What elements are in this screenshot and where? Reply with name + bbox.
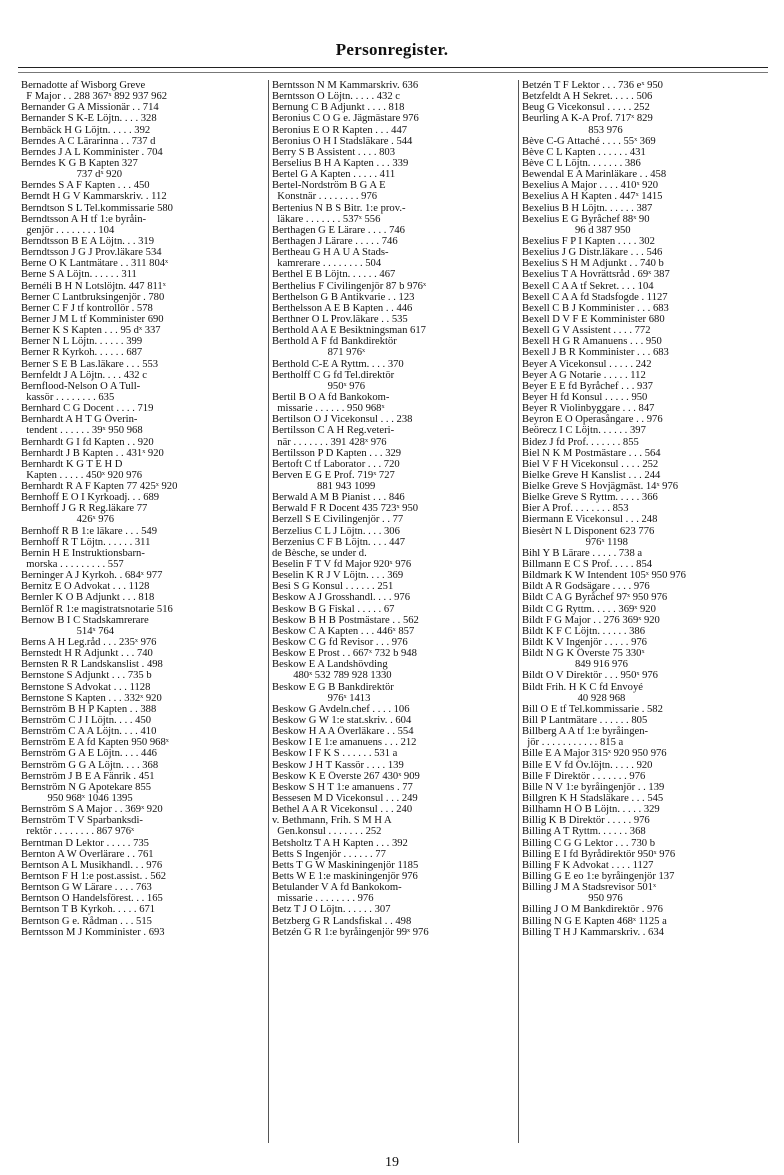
register-entry: Bernander G A Missionär . . 714 [21,102,159,114]
register-entry: Berntman D Lektor . . . . . 735 [21,837,149,849]
register-entry: Billing E I fd Byrådirektör 950ˣ 976 [522,848,676,860]
register-entry: Beronius O H I Stadsläkare . 544 [272,135,413,147]
register-entry: Berndes J A L Komminister . 704 [21,146,163,158]
register-entry: Bernhoff R B 1:e läkare . . . 549 [21,525,158,537]
register-entry: Betzén G R 1:e byråingenjör 99ˣ 976 [272,926,429,938]
register-entry: de Bèsche, se under d. [272,547,367,559]
register-entry: Billing N G E Kapten 468ˣ 1125 a [522,915,667,927]
register-entry: Beskow K E Överste 267 430ˣ 909 [272,770,420,782]
register-entry: Bewendal E A Marinläkare . . 458 [522,169,667,181]
register-entry: F Major . . 288 367ˣ 892 937 962 [21,91,168,103]
register-entry: Berndtsson B E A Löjtn. . . 319 [21,235,155,247]
register-entry: Beskow C G fd Revisor . . . 976 [272,637,408,649]
register-entry: Bildmark K W Intendent 105ˣ 950 976 [522,570,686,582]
register-entry: Berndes A C Lärarinna . . 737 d [21,135,156,147]
column-left [18,80,268,1143]
register-entry: Bildt Frih. H K C fd Envoyé [522,681,643,693]
register-entry: Bernström E A fd Kapten 950 968ˣ [21,737,169,749]
register-entry: Berthelsson A E B Kapten . . 446 [272,302,413,314]
register-entry: Bernhardt J B Kapten . . 431ˣ 920 [21,447,164,459]
register-entry: Beskow S H T 1:e amanuens . 77 [272,781,413,793]
register-entry: Bildt C A G Byråchef 97ˣ 950 976 [522,592,668,604]
register-entry: Beskow G W 1:e stat.skriv. . 604 [272,715,412,727]
register-entry: Bernhardt K G T E H D [21,458,123,470]
register-entry: Billing G E eo 1:e byråingenjör 137 [522,870,675,882]
register-entry: Berthel E B Löjtn. . . . . . 467 [272,269,396,281]
register-entry: Bernhoff E O I Kyrkoadj. . . 689 [21,492,160,504]
register-entry: 871 976ˣ [272,347,366,359]
register-entry: Berntson T B Kyrkoh. . . . . 671 [21,904,156,916]
register-entry: läkare . . . . . . . 537ˣ 556 [272,213,381,225]
register-entry: 976ˣ 1413 [272,692,371,704]
register-entry: Bève C L Löjtn. . . . . . . 386 [522,157,641,169]
register-entry: Bertel-Nordström B G A E [272,180,386,192]
register-entry: missarie . . . . . . 950 968ˣ [272,403,385,415]
register-entry: Bildt A R Godsägare . . . . 976 [522,581,650,593]
register-entry: Beyer A Vicekonsul . . . . . 242 [522,358,652,370]
register-entry: Beskow C A Kapten . . . 446ˣ 857 [272,625,415,637]
register-entry: Bernsten R R Landskanslist . 498 [21,659,163,671]
register-entry: Biermann E Vicekonsul . . . 248 [522,514,658,526]
register-entry: Berzell S E Civilingenjör . . 77 [272,514,404,526]
register-entry: Berner S E B Las.läkare . . . 553 [21,358,159,370]
register-entry: Berntson G W Lärare . . . . 763 [21,882,152,894]
register-entry: Berthner O L Prov.läkare . . 535 [272,313,408,325]
register-entry: Billing F K Advokat . . . . 1127 [522,859,654,871]
register-entry: Berndtsson J G J Prov.läkare 534 [21,247,162,259]
register-entry: Bernhardt R A F Kapten 77 425ˣ 920 [21,481,178,493]
register-entry: Bildt K F C Löjtn. . . . . . 386 [522,625,646,637]
register-entry: tendent . . . . . . 39ˣ 950 968 [21,425,143,437]
register-entry: rektör . . . . . . . . 867 976ˣ [21,826,135,838]
register-entry: Bier A Prof. . . . . . . . 853 [522,503,629,515]
register-entry: Bielke Greve S Hovjägmäst. 14ˣ 976 [522,481,679,493]
register-entry: Bexelius J G Distr.läkare . . . 546 [522,247,663,259]
register-entry: Bertheau G H A U A Stads- [272,247,389,259]
register-entry: Betts T G W Maskiningenjör 1185 [272,859,419,871]
register-entry: Bexell C A A tf Sekret. . . . 104 [522,280,654,292]
register-entry: Berntson A L Musikhandl. . . 976 [21,859,163,871]
register-entry: Berwald F R Docent 435 723ˣ 950 [272,503,419,515]
register-entry: Billmann E C S Prof. . . . . 854 [522,559,653,571]
register-entry: Berner N L Löjtn. . . . . . 399 [21,336,143,348]
register-entry: Bexelius E G Byråchef 88ˣ 90 [522,213,650,225]
register-entry: Bernström S A Major . . 369ˣ 920 [21,804,163,816]
register-entry: Betzén T F Lektor . . . 736 eˣ 950 [522,80,663,91]
register-entry: Bexell C A A fd Stadsfogde . 1127 [522,291,668,303]
register-entry: Bexell J B R Komminister . . . 683 [522,347,669,359]
register-entry: Beskow E A Landshövding [272,659,388,671]
register-entry: Gen.konsul . . . . . . . 252 [272,826,382,838]
register-entry: Berntson F H 1:e post.assist. . 562 [21,870,167,882]
register-entry: Bernhard C G Docent . . . . 719 [21,403,154,415]
register-entry: 976ˣ 1198 [522,536,628,548]
register-entry: Betzberg G R Landsfiskal . . 498 [272,915,412,927]
register-entry: Berthagen J Lärare . . . . . 746 [272,235,398,247]
register-entry: Berthold A F fd Bankdirektör [272,336,397,348]
register-entry: Bernéli B H N Lotslöjtn. 447 811ˣ [21,280,166,292]
register-entry: Bertilsson P D Kapten . . . 329 [272,447,402,459]
register-entry: v. Bethmann, Frih. S M H A [272,815,392,827]
register-entry: Berthold C-E A Ryttm. . . . 370 [272,358,404,370]
register-entry: Berry S B Assistent . . . . 803 [272,146,396,158]
register-entry: Berndes K G B Kapten 327 [21,157,138,169]
register-entry: Berthelson G B Antikvarie . . 123 [272,291,415,303]
register-entry: Berne S A Löjtn. . . . . . 311 [21,269,137,281]
register-entry: Berntson O Handelsförest. . . 165 [21,893,163,905]
register-entry: morska . . . . . . . . . 557 [21,559,124,571]
register-entry: Beskow G Avdeln.chef . . . . 106 [272,703,410,715]
register-entry: Bexelius A Major . . . . 410ˣ 920 [522,180,659,192]
register-entry: Bernström C J I Löjtn. . . . 450 [21,715,152,727]
register-entry: Bexelius S H M Adjunkt . . 740 b [522,258,664,270]
register-entry: Berthagen G E Lärare . . . . 746 [272,224,405,236]
register-entry: Beskow E Prost . . 667ˣ 732 b 948 [272,648,417,660]
register-entry: Bessesen M D Vicekonsul . . . 249 [272,793,418,804]
register-entry: när . . . . . . . 391 428ˣ 976 [272,436,387,448]
header-rule-thin [18,72,768,73]
register-entry: Bernitz E O Advokat . . . 1128 [21,581,150,593]
register-entry: Bexelius A H Kapten . 447ˣ 1415 [522,191,663,203]
register-entry: Berthelius F Civilingenjör 87 b 976ˣ [272,280,427,292]
register-entry: Bildt N G K Överste 75 330ˣ [522,648,645,660]
register-entry: Betz T J O Löjtn. . . . . . 307 [272,904,391,916]
register-entry: Biel N K M Postmästare . . . 564 [522,447,661,459]
register-entry: 950 976 [522,893,623,905]
register-entry: Beskow I F K S . . . . . . 531 a [272,748,398,760]
register-entry: Berner K S Kapten . . . 95 dˣ 337 [21,325,161,337]
register-entry: Beug G Vicekonsul . . . . . 252 [522,102,650,114]
register-entry: Bertil B O A fd Bankokom- [272,391,390,403]
register-entry: Beronius C O G e. Jägmästare 976 [272,113,419,125]
register-entry: Berselius B H A Kapten . . . 339 [272,157,409,169]
register-entry: 480ˣ 532 789 928 1330 [272,670,392,682]
register-entry: Bernström N G Apotekare 855 [21,781,152,793]
register-entry: Bernhoff J G R Reg.läkare 77 [21,503,148,515]
register-entry: Bille F Direktör . . . . . . . 976 [522,770,646,782]
register-entry: Berntsson N M Kammarskriv. 636 [272,80,419,91]
register-entry: Bernstone S Advokat . . . 1128 [21,681,151,693]
register-entry: Biesèrt N L Disponent 623 776 [522,525,655,537]
register-entry: Bernström B H P Kapten . . 388 [21,703,157,715]
register-entry: Beyer H fd Konsul . . . . . 950 [522,391,648,403]
register-entry: Biel V F H Vicekonsul . . . . 252 [522,458,659,470]
register-entry: Bernhoff R T Löjtn. . . . . . 311 [21,536,151,548]
register-entry: Berner C Lantbruksingenjör . 780 [21,291,165,303]
register-entry: Bernbäck H G Löjtn. . . . . 392 [21,124,151,136]
register-entry: 426ˣ 976 [21,514,115,526]
register-entry: Bernton A W Överlärare . . 761 [21,848,154,860]
register-entry: Bethel A A R Vicekonsul . . . 240 [272,804,413,816]
register-entry: Bève C L Kapten . . . . . . 431 [522,146,646,158]
register-entry: Beselin F T V fd Major 920ˣ 976 [272,559,412,571]
register-entry: Bille E V fd Öv.löjtn. . . . . 920 [522,759,653,771]
register-entry: Beyron E O Operasångare . . 976 [522,414,663,426]
register-entry: Billig K B Direktör . . . . . 976 [522,815,650,827]
register-entry: Bernadotte af Wisborg Greve [21,80,146,91]
register-entry: Berner C F J tf kontrollör . 578 [21,302,153,314]
register-entry: Bertholff C G fd Tel.direktör [272,369,395,381]
register-entry: Bernstone S Adjunkt . . . 735 b [21,670,152,682]
register-entry: 40 928 968 [522,692,626,704]
register-entry: 849 916 976 [522,659,628,671]
register-entry: Berntsson O Löjtn. . . . . 432 c [272,91,400,103]
register-entry: Bernstedt H R Adjunkt . . . 740 [21,648,153,660]
register-entry: Bill P Lantmätare . . . . . . 805 [522,715,648,727]
register-entry: Bielke Greve S Ryttm. . . . . 366 [522,492,658,504]
register-entry: Berzelius C L J Löjtn. . . . 306 [272,525,400,537]
register-entry: Bernhardt A H T G Överin- [21,414,138,426]
register-entry: Bexell D V F E Komminister 680 [522,313,665,325]
register-entry: Bernung C B Adjunkt . . . . 818 [272,102,405,114]
register-entry: Berndtsson A H tf 1:e byråin- [21,213,147,225]
register-entry: Berner R Kyrkoh. . . . . . 687 [21,347,143,359]
register-entry: Bildt O V Direktör . . . 950ˣ 976 [522,670,658,682]
register-entry: 853 976 [522,124,623,136]
register-entry: jör . . . . . . . . . . . 815 a [522,737,624,749]
register-entry: Berner J M L tf Komminister 690 [21,313,164,325]
register-entry: Bernhardt G I fd Kapten . . 920 [21,436,154,448]
register-entry: Billberg A A tf 1:e byråingen- [522,726,649,738]
register-entry: Bille E A Major 315ˣ 920 950 976 [522,748,667,760]
column-middle [268,80,518,1143]
register-entry: Berninger A J Kyrkoh. . 684ˣ 977 [21,570,163,582]
register-entry: Bexelius B H Löjtn. . . . . . 387 [522,202,653,214]
register-entry: Berns A H Leg.råd . . . 235ˣ 976 [21,637,157,649]
register-entry: Betzfeldt A H Sekret. . . . . 506 [522,91,653,103]
header-rule [18,67,768,68]
register-entry: Billing A T Ryttm. . . . . . 368 [522,826,646,838]
register-entry: Bexell G V Assistent . . . . 772 [522,325,651,337]
register-entry: Kapten . . . . . 450ˣ 920 976 [21,469,143,481]
register-entry: Bildt C G Ryttm. . . . . 369ˣ 920 [522,603,656,615]
register-entry: 514ˣ 764 [21,625,115,637]
register-entry: 950ˣ 976 [272,380,366,392]
register-entry: Beskow I E 1:e amanuens . . . 212 [272,737,417,749]
register-entry: Bihl Y B Lärare . . . . . 738 a [522,547,643,559]
register-entry: Bernström J B E A Fänrik . 451 [21,770,155,782]
register-entry: Beskow B H B Postmästare . . 562 [272,614,419,626]
register-entry: Beyer A G Notarie . . . . . 112 [522,369,646,381]
register-entry: Betts W E 1:e maskiningenjör 976 [272,870,418,882]
register-entry: Bill O E tf Tel.kommissarie . 582 [522,703,663,715]
register-entry: Billing T H J Kammarskriv. . 634 [522,926,664,938]
register-entry: missarie . . . . . . . . 976 [272,893,374,905]
register-entry: Bexelius F P I Kapten . . . . 302 [522,235,655,247]
register-entry: Beskow A J Grosshandl. . . . 976 [272,592,411,604]
register-entry: Billgren K H Stadsläkare . . . 545 [522,793,664,804]
register-entry: Bertilsson C A H Reg.veteri- [272,425,395,437]
register-entry: Bernin H E Instruktionsbarn- [21,547,145,559]
register-entry: Bève C-G Attaché . . . . 55ˣ 369 [522,135,656,147]
page-number: 19 [385,1155,399,1170]
register-entry: Beurling A K-A Prof. 717ˣ 829 [522,113,653,125]
register-entry: Berwald A M B Pianist . . . 846 [272,492,405,504]
register-entry: Billing J O M Bankdirektör . 976 [522,904,663,916]
register-entry: Berzenius C F B Löjtn. . . . 447 [272,536,406,548]
register-entry: Bidez J fd Prof. . . . . . . 855 [522,436,639,448]
register-entry: Bernow B I C Stadskamrerare [21,614,149,626]
register-entry: Bexell C B J Komminister . . . 683 [522,302,669,314]
register-entry: Beskow B G Fiskal . . . . . 67 [272,603,395,615]
register-entry: Berntson G e. Rådman . . . 515 [21,915,152,927]
register-entry: Bexell H G R Amanuens . . . 950 [522,336,662,348]
register-entry: Bexelius T A Hovrättsråd . 69ˣ 387 [522,269,670,281]
register-entry: Betulander V A fd Bankokom- [272,882,402,894]
register-entry: Berntsson M J Komminister . 693 [21,926,165,938]
register-entry: genjör . . . . . . . . 104 [21,224,115,236]
register-entry: Billhamn H Ö B Löjtn. . . . . 329 [522,804,660,816]
register-entry: Bernström T V Sparbanksdi- [21,815,143,827]
register-entry: Beskow E G B Bankdirektör [272,681,394,693]
register-entry: Besi S G Konsul . . . . . . 251 [272,581,394,593]
register-entry: Billing C G G Lektor . . . 730 b [522,837,656,849]
register-entry: Berndtson S L Tel.kommissarie 580 [21,202,173,214]
register-entry: Bernström G G A Löjtn. . . . 368 [21,759,159,771]
register-entry: Bildt K V Ingenjör . . . . . 976 [522,637,647,649]
register-entry: Bertilson O J Vicekonsul . . . 238 [272,414,413,426]
register-entry: Berndt H G V Kammarskriv. . 112 [21,191,167,203]
register-entry: Beselin K R J V Löjtn. . . . 369 [272,570,404,582]
register-entry: Bernström G A E Löjtn. . . . 446 [21,748,157,760]
register-entry: Bernflood-Nelson O A Tull- [21,380,141,392]
register-entry: Bielke Greve H Kanslist . . . 244 [522,469,661,481]
register-entry: Billing J M A Stadsrevisor 501ˣ [522,882,657,894]
register-entry: kamrerare . . . . . . . . 504 [272,258,382,270]
register-entry: Bernstone S Kapten . . . 332ˣ 920 [21,692,162,704]
page-title: Personregister. [335,40,449,59]
register-entry: Bille N V 1:e byråingenjör . . 139 [522,781,665,793]
register-entry: Bertoft C tf Laborator . . . 720 [272,458,400,470]
register-entry: kassör . . . . . . . . 635 [21,391,115,403]
register-entry: Beskow J H T Kassör . . . . 139 [272,759,404,771]
register-entry: Betsholtz T A H Kapten . . . 392 [272,837,408,849]
register-entry: Bertenius N B S Bitr. 1:e prov.- [272,202,406,214]
register-entry: Betts S Ingenjör . . . . . . 77 [272,848,386,860]
register-entry: Bernander S K-E Löjtn. . . . 328 [21,113,157,125]
register-entry: Berne O K Lantmätare . . 311 804ˣ [21,258,169,270]
register-entry: Bildt F G Major . . 276 369ˣ 920 [522,614,660,626]
register-entry: Bernfeldt J A Löjtn. . . . 432 c [21,369,147,381]
register-entry: 96 d 387 950 [522,224,631,236]
register-entry: Berven E G E Prof. 719ˣ 727 [272,469,395,481]
register-entry: Beskow H A A Överläkare . . 554 [272,726,414,738]
register-entry: Beörecz I C Löjtn. . . . . . 397 [522,425,646,437]
register-entry: Bernlöf R 1:e magistratsnotarie 516 [21,603,173,615]
register-entry: Bernler K O B Adjunkt . . . 818 [21,592,155,604]
register-entry: Konstnär . . . . . . . . 976 [272,191,378,203]
column-right [518,80,768,1143]
register-entry: Bernström C A A Löjtn. . . . 410 [21,726,157,738]
register-columns [18,80,768,1143]
register-entry: Bertel G A Kapten . . . . . 411 [272,169,396,181]
register-entry: 737 dˣ 920 [21,169,123,181]
register-entry: 950 968ˣ 1046 1395 [21,793,133,804]
register-entry: Beronius E O R Kapten . . . 447 [272,124,408,136]
register-entry: Berthold A A E Besiktningsman 617 [272,325,426,337]
register-entry: 881 943 1099 [272,481,376,493]
register-entry: Beyer E E fd Byråchef . . . 937 [522,380,653,392]
register-entry: Berndes S A F Kapten . . . 450 [21,180,150,192]
register-entry: Beyer R Violinbyggare . . . 847 [522,403,655,415]
